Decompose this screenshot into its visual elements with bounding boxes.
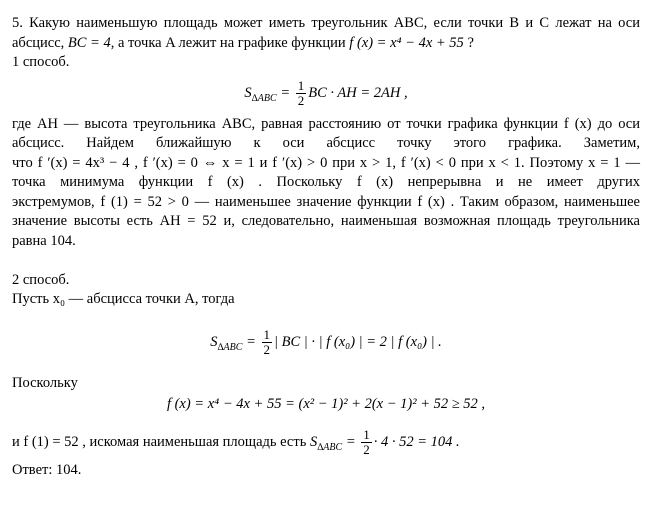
answer: Ответ: 104.	[12, 461, 82, 478]
bc-condition: BC = 4	[67, 34, 111, 51]
method1-formula	[12, 75, 640, 111]
area-symbol: S	[309, 433, 318, 450]
method1-text-line: где AH — высота треугольника ABC, равная расстоянию от точки графика функции f (x) до оси	[12, 115, 640, 132]
problem-text-b: , а точка A лежит на графике функции	[110, 34, 346, 51]
fraction-one-half	[262, 328, 273, 357]
final-text: и f (1) = 52 , искомая наименьшая площадь есть	[12, 433, 307, 450]
function-definition: f (x) = x⁴ − 4x + 55	[349, 34, 464, 51]
document	[12, 14, 640, 480]
method2-intro: Пусть x₀ — абсцисса точки A, тогда	[12, 291, 235, 307]
method1-text-line: экстремумов, f (1) = 52 > 0 — наименьшее значение функции f (x) . Таким образом, наименьшее	[12, 193, 640, 210]
method1-text-line: что f ′(x) = 4x³ − 4 , f ′(x) = 0 ⇔ x = 1 и f ′(x) > 0 при x > 1, f ′(x) < 0 при x < 1. Поэтому x = 1 —	[12, 154, 640, 171]
equals-sign: =	[242, 333, 260, 350]
area-subscript: ∆ABC	[317, 441, 343, 453]
method1-text-line: значение высоты есть AH = 52 и, следовательно, наименьшая возможная площадь треугольника	[12, 213, 640, 229]
spacer	[12, 251, 640, 271]
method2-formula-2	[12, 395, 640, 415]
equals-sign: =	[342, 433, 360, 450]
equals-sign: =	[276, 84, 294, 101]
problem-text-a: абсцисс,	[12, 34, 65, 51]
since-label: Поскольку	[12, 374, 78, 391]
fraction-numerator: 1	[363, 426, 370, 442]
method1-text	[12, 115, 640, 252]
area-subscript: ∆ABC	[217, 341, 243, 353]
fraction-one-half	[296, 79, 307, 108]
area-expression: BC · AH = 2AH ,	[308, 84, 408, 101]
problem-line-2	[12, 34, 640, 54]
fraction-one-half	[361, 428, 372, 457]
final-line	[12, 425, 640, 459]
fraction-numerator: 1	[297, 77, 305, 93]
area-symbol: S	[210, 333, 218, 350]
method2-formula-1	[12, 324, 640, 360]
method2-heading: 2 способ.	[12, 271, 70, 288]
method1-text-line: равна 104.	[12, 232, 76, 249]
method1-heading: 1 способ.	[12, 54, 70, 70]
final-expression: · 4 · 52 = 104 .	[373, 433, 460, 450]
fraction-denominator: 2	[363, 441, 370, 457]
method1-text-line: абсцисс. Найдем ближайшую к оси абсцисс точку этого графика. Заметим,	[12, 135, 640, 151]
question-mark: ?	[467, 34, 474, 51]
fraction-denominator: 2	[263, 341, 270, 357]
function-decomposition: f (x) = x⁴ − 4x + 55 = (x² − 1)² + 2(x − 1)² + 52 ≥ 52 ,	[166, 396, 486, 412]
fraction-denominator: 2	[297, 92, 305, 108]
fraction-numerator: 1	[263, 326, 270, 342]
area-expression: | BC | · | f (x₀) | = 2 | f (x₀) | .	[274, 333, 442, 350]
area-subscript: ∆ABC	[251, 92, 277, 104]
problem-line-1: 5. Какую наименьшую площадь может иметь треугольник ABC, если точки B и C лежат на оси	[12, 15, 640, 31]
area-symbol: S	[244, 84, 252, 101]
method1-text-line: точка минимума функции f (x) . Поскольку f (x) непрерывна и не имеет других	[12, 174, 640, 190]
